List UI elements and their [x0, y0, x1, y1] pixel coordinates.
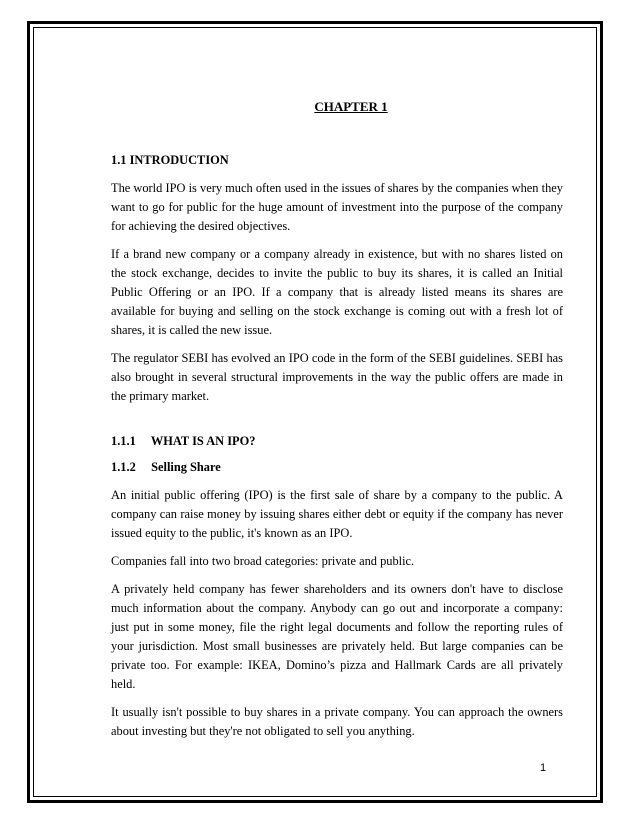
section-heading-introduction: 1.1 INTRODUCTION — [111, 153, 229, 167]
selling-paragraph-3: A privately held company has fewer shareholders and its owners don't have to disclose much information about the company. Anybody can go out and incorporate a company: just put in some money, file the right legal documents and follow the reporting rules of your jurisdiction. Most small businesses are privately held. But large companies can be private too. For example: IKEA, Domino’s pizza and Hallmark Cards are all privately held. — [111, 582, 563, 691]
page-number: 1 — [540, 762, 547, 774]
selling-paragraph-1: An initial public offering (IPO) is the first sale of share by a company to the public. A company can raise money by issuing shares either debt or equity if the company has never issued equity to the public, it's known as an IPO. — [111, 488, 563, 540]
section-number: 1.1.1 — [111, 434, 136, 448]
intro-paragraph-1: The world IPO is very much often used in the issues of shares by the companies when they want to go for public for the huge amount of investment into the purpose of the company for achieving the desired objectives. — [111, 181, 563, 233]
intro-paragraph-3: The regulator SEBI has evolved an IPO code in the form of the SEBI guidelines. SEBI has also brought in several structural improvements in the way the public offers are made in the primary market. — [111, 351, 563, 403]
section-number: 1.1.2 — [111, 460, 136, 474]
section-title: WHAT IS AN IPO? — [150, 434, 256, 448]
section-spacer — [111, 415, 563, 434]
intro-paragraph-2: If a brand new company or a company already in existence, but with no shares listed on the stock exchange, decides to invite the public to buy its shares, it is called an Initial Public Offering or an IPO. If a company that is already listed means its shares are available for buying and selling on the stock exchange is coming out with a fresh lot of shares, it is called the new issue. — [111, 247, 563, 337]
section-title: Selling Share — [151, 460, 221, 474]
section-heading-what-is-ipo — [111, 434, 563, 448]
document-body — [111, 99, 563, 750]
chapter-title: CHAPTER 1 — [314, 99, 388, 114]
section-heading-selling-share — [111, 460, 563, 474]
selling-paragraph-4: It usually isn't possible to buy shares in a private company. You can approach the owners about investing but they're not obligated to sell you anything. — [111, 705, 563, 738]
selling-paragraph-2: Companies fall into two broad categories: private and public. — [111, 554, 415, 568]
